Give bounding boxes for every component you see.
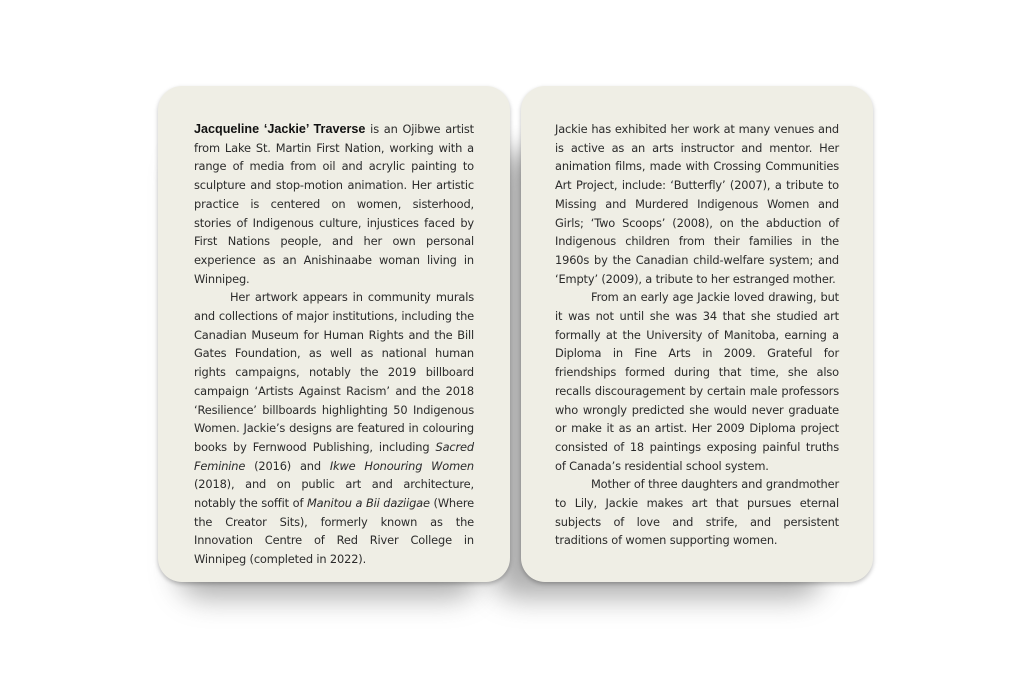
left-page-text bbox=[194, 120, 474, 569]
artwork-title-manitou: Manitou a Bii daziigae bbox=[306, 496, 430, 511]
left-paragraph-2-part-c: (2018), and on public art and architecture, notably the soffit of bbox=[194, 477, 474, 511]
left-paragraph-1-text: is an Ojibwe artist from Lake St. Martin First Nation, working with a range of media from oil and acrylic painting to sculpture and stop-motion animation. Her artistic practice is centered on women, sisterhood, stories of Indigenous culture, injustices faced by First Nations people, and her own personal experience as an Anishinaabe woman living in Winnipeg. bbox=[194, 122, 474, 286]
left-page-card bbox=[158, 86, 510, 582]
left-paragraph-2-part-d: (Where the Creator Sits), formerly known as the Innovation Centre of Red River College in Winnipeg (completed in 2022). bbox=[194, 496, 475, 567]
right-page-text bbox=[555, 120, 839, 550]
artist-name: Jacqueline ‘Jackie’ Traverse bbox=[194, 122, 366, 136]
left-paragraph-2-part-a: Her artwork appears in community murals and collections of major institutions, including the Canadian Museum for Human Rights and the Bill Gates Foundation, as well as national human rights campaigns, notably the 2019 billboard campaign ‘Artists Against Racism’ and the 2018 ‘Resilience’ billboards highlighting 50 Indigenous Women. Jackie’s designs are featured in colouring books by Fernwood Publishing, including bbox=[194, 290, 474, 454]
right-paragraph-3: Mother of three daughters and grandmother to Lily, Jackie makes art that pursues eternal subjects of love and strife, and persistent traditions of women supporting women. bbox=[555, 477, 839, 548]
left-paragraph-2 bbox=[194, 288, 474, 569]
right-paragraph-2: From an early age Jackie loved drawing, but it was not until she was 34 that she studied art formally at the University of Manitoba, earning a Diploma in Fine Arts in 2009. Grateful for friendships formed during that time, she also recalls discouragement by certain male professors who wrongly predicted she would never graduate or make it as an artist. Her 2009 Diploma project consisted of 18 paintings exposing painful truths of Canada’s residential school system. bbox=[555, 290, 839, 473]
book-title-sacred-feminine: Sacred Feminine bbox=[194, 439, 474, 473]
left-paragraph-2-part-b: (2016) and bbox=[245, 458, 330, 473]
book-title-ikwe: Ikwe Honouring Women bbox=[329, 458, 474, 473]
left-paragraph-1 bbox=[194, 120, 474, 288]
right-page-card bbox=[521, 86, 873, 582]
right-paragraph-1: Jackie has exhibited her work at many venues and is active as an arts instructor and mentor. Her animation films, made with Crossing Communities Art Project, include: ‘Butterfly’ (2007), a tribute to Missing and Murdered Indigenous Women and Girls; ‘Two Scoops’ (2008), on the abduction of Indigenous children from their families in the 1960s by the Canadian child-welfare system; and ‘Empty’ (2009), a tribute to her estranged mother. bbox=[555, 122, 839, 286]
